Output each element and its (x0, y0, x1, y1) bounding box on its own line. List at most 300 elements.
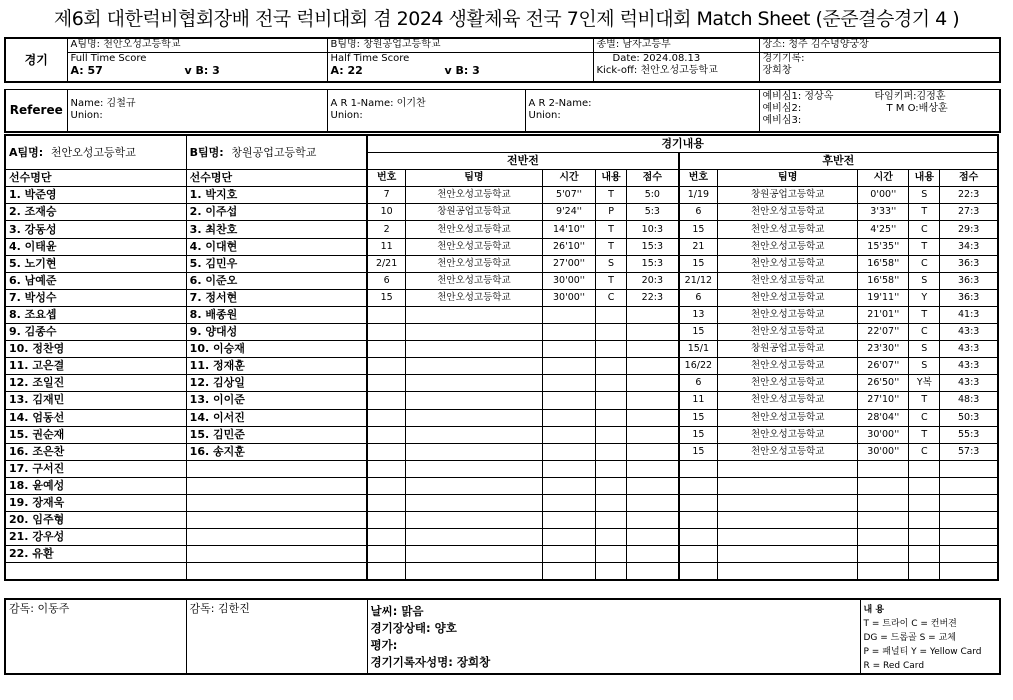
empty-cell (367, 494, 405, 511)
team-b-player: 4. 이대현 (186, 238, 367, 255)
empty-cell (940, 477, 998, 494)
event-time: 30'00'' (858, 426, 909, 443)
team-b-player: 7. 정서현 (186, 289, 367, 306)
recorder-name: 장희창 (762, 64, 792, 76)
event-time: 16'58'' (858, 255, 909, 272)
event-type: T (909, 392, 940, 409)
team-b-player: 13. 이이준 (186, 392, 367, 409)
referee-label: Referee (5, 90, 67, 132)
ar2-name: A R 2-Name: (528, 98, 592, 110)
table-row (5, 204, 998, 221)
event-number: 15 (679, 255, 718, 272)
team-b-player: 15. 김민준 (186, 426, 367, 443)
referee-table (4, 89, 1001, 133)
event-team: 창원공업고등학교 (718, 187, 858, 204)
empty-cell (858, 460, 909, 477)
empty-cell (858, 529, 909, 546)
empty-cell (405, 512, 542, 529)
reserve-official-2: 예비심2: (762, 103, 802, 114)
team-a-player: 19. 장재욱 (5, 494, 186, 511)
col-score: 점수 (940, 170, 998, 187)
team-a-player: 14. 엄동선 (5, 409, 186, 426)
table-row (5, 324, 998, 341)
team-a-player: 6. 남예준 (5, 272, 186, 289)
empty-cell (405, 358, 542, 375)
team-a-roster-heading (5, 135, 186, 170)
event-time: 15'35'' (858, 238, 909, 255)
empty-cell (718, 546, 858, 563)
empty-cell (718, 529, 858, 546)
event-number: 1/19 (679, 187, 718, 204)
empty-cell (679, 460, 718, 477)
empty-cell (367, 358, 405, 375)
table-row (5, 494, 998, 511)
empty-cell (405, 494, 542, 511)
table-row (5, 238, 998, 255)
team-b-player: 8. 배종원 (186, 306, 367, 323)
empty-cell (367, 409, 405, 426)
event-time: 14'10'' (543, 221, 596, 238)
empty-cell (543, 546, 596, 563)
referee-cell (67, 90, 327, 132)
empty-cell (543, 563, 596, 581)
event-team: 천안오성고등학교 (718, 306, 858, 323)
first-half-label: 전반전 (367, 153, 678, 170)
event-type: Y복 (909, 375, 940, 392)
team-a-player: 1. 박준영 (5, 187, 186, 204)
table-row (5, 512, 998, 529)
event-team: 천안오성고등학교 (405, 272, 542, 289)
full-time-score (67, 52, 327, 82)
team-b-player: 12. 김상일 (186, 375, 367, 392)
empty-cell (596, 563, 627, 581)
empty-cell (596, 529, 627, 546)
event-number: 15 (679, 426, 718, 443)
event-team: 천안오성고등학교 (718, 324, 858, 341)
empty-cell (679, 529, 718, 546)
event-score: 57:3 (940, 443, 998, 460)
team-b-player: 16. 송지훈 (186, 443, 367, 460)
team-a-label: A팀명: (9, 145, 44, 159)
empty-cell (405, 546, 542, 563)
empty-cell (858, 512, 909, 529)
empty-cell (679, 477, 718, 494)
legend-line: R = Red Card (863, 661, 925, 671)
event-type: S (596, 255, 627, 272)
event-score: 22:3 (627, 289, 679, 306)
event-number: 2/21 (367, 255, 405, 272)
event-time: 23'30'' (858, 341, 909, 358)
ar1-name: A R 1-Name: 이기찬 (330, 98, 426, 110)
event-number: 15/1 (679, 341, 718, 358)
empty-cell (367, 546, 405, 563)
empty-cell (596, 494, 627, 511)
empty-cell (367, 375, 405, 392)
team-b-player: 5. 김민우 (186, 255, 367, 272)
table-row (5, 255, 998, 272)
empty-cell (627, 546, 679, 563)
ar1-cell (327, 90, 525, 132)
event-time: 5'07'' (543, 187, 596, 204)
event-type: T (909, 306, 940, 323)
team-b-player: 9. 양대성 (186, 324, 367, 341)
empty-cell (627, 306, 679, 323)
game-label: 경기 (5, 38, 67, 82)
table-row (5, 563, 998, 581)
event-team: 천안오성고등학교 (718, 443, 858, 460)
event-score: 55:3 (940, 426, 998, 443)
team-b-player (186, 460, 367, 477)
event-type: Y (909, 289, 940, 306)
legend-title: 내 용 (863, 605, 885, 615)
half-time-score-b: v B: 3 (444, 63, 480, 77)
empty-cell (596, 477, 627, 494)
event-type: C (909, 324, 940, 341)
table-row (5, 460, 998, 477)
timekeeper: 타임키퍼:김정훈 (874, 91, 946, 102)
event-type: T (909, 238, 940, 255)
empty-cell (543, 306, 596, 323)
empty-cell (367, 460, 405, 477)
team-b-player: 14. 이서진 (186, 409, 367, 426)
event-score: 48:3 (940, 392, 998, 409)
event-time: 26'50'' (858, 375, 909, 392)
ar2-cell (525, 90, 759, 132)
event-number: 15 (679, 409, 718, 426)
event-number: 11 (679, 392, 718, 409)
empty-cell (940, 529, 998, 546)
empty-cell (596, 392, 627, 409)
full-time-score-b: v B: 3 (184, 63, 220, 77)
event-score: 43:3 (940, 324, 998, 341)
empty-cell (718, 512, 858, 529)
event-type: C (909, 443, 940, 460)
event-number: 6 (367, 272, 405, 289)
empty-cell (596, 341, 627, 358)
team-a-player: 17. 구서진 (5, 460, 186, 477)
team-b-player: 1. 박지호 (186, 187, 367, 204)
event-number: 10 (367, 204, 405, 221)
col-event: 내용 (909, 170, 940, 187)
empty-cell (596, 306, 627, 323)
event-number: 7 (367, 187, 405, 204)
event-team: 천안오성고등학교 (405, 238, 542, 255)
event-time: 30'00'' (858, 443, 909, 460)
col-team: 팀명 (718, 170, 858, 187)
empty-cell (543, 477, 596, 494)
event-type: T (909, 426, 940, 443)
event-score: 41:3 (940, 306, 998, 323)
empty-cell (909, 529, 940, 546)
event-number: 6 (679, 204, 718, 221)
event-score: 43:3 (940, 358, 998, 375)
event-team: 천안오성고등학교 (718, 392, 858, 409)
match-date: Date: 2024.08.13 (612, 52, 701, 64)
event-team: 천안오성고등학교 (718, 358, 858, 375)
reserve-official-1: 예비심1: 정상옥 (762, 91, 834, 102)
empty-cell (543, 512, 596, 529)
second-half-label: 후반전 (679, 153, 998, 170)
coach-b: 감독: 김한진 (186, 599, 367, 674)
reserve-official-3: 예비심3: (762, 115, 802, 126)
empty-cell (909, 512, 940, 529)
event-time: 27'10'' (858, 392, 909, 409)
event-team: 천안오성고등학교 (718, 375, 858, 392)
event-team: 천안오성고등학교 (718, 221, 858, 238)
event-type: C (596, 289, 627, 306)
empty-cell (627, 477, 679, 494)
coach-a: 감독: 이동주 (5, 599, 186, 674)
empty-cell (679, 512, 718, 529)
empty-cell (543, 494, 596, 511)
event-number: 21/12 (679, 272, 718, 289)
date-kickoff (593, 52, 759, 82)
empty-cell (405, 563, 542, 581)
team-b-player: 2. 이주섭 (186, 204, 367, 221)
empty-cell (679, 563, 718, 581)
event-time: 0'00'' (858, 187, 909, 204)
team-b-player: 11. 정재훈 (186, 358, 367, 375)
event-team: 천안오성고등학교 (718, 289, 858, 306)
empty-cell (596, 375, 627, 392)
event-time: 27'00'' (543, 255, 596, 272)
team-b-label: B팀명: (189, 145, 224, 159)
table-row (5, 392, 998, 409)
recorder-signature: 경기기록자성명: 장희창 (370, 655, 491, 669)
half-time-score-a: A: 22 (330, 63, 363, 77)
event-time: 26'10'' (543, 238, 596, 255)
team-a-player: 5. 노기현 (5, 255, 186, 272)
team-a-player: 7. 박성수 (5, 289, 186, 306)
event-team: 창원공업고등학교 (405, 204, 542, 221)
team-a-player: 9. 김종수 (5, 324, 186, 341)
team-a-player: 21. 강우성 (5, 529, 186, 546)
event-score: 10:3 (627, 221, 679, 238)
recorder-label: 경기기록: (762, 52, 805, 64)
event-number: 2 (367, 221, 405, 238)
event-score: 27:3 (940, 204, 998, 221)
col-time: 시간 (543, 170, 596, 187)
legend-cell (860, 599, 1000, 674)
event-type: T (596, 238, 627, 255)
event-score: 29:3 (940, 221, 998, 238)
event-time: 16'58'' (858, 272, 909, 289)
col-time: 시간 (858, 170, 909, 187)
event-type: C (909, 409, 940, 426)
event-time: 26'07'' (858, 358, 909, 375)
empty-cell (909, 494, 940, 511)
empty-cell (596, 546, 627, 563)
empty-cell (405, 460, 542, 477)
empty-cell (627, 529, 679, 546)
table-row (5, 443, 998, 460)
team-b-roster-name: 창원공업고등학교 (231, 145, 317, 159)
empty-cell (543, 529, 596, 546)
team-a-player: 15. 권순재 (5, 426, 186, 443)
empty-cell (186, 563, 367, 581)
event-score: 15:3 (627, 255, 679, 272)
officials-cell (759, 90, 1000, 132)
empty-cell (367, 426, 405, 443)
event-time: 9'24'' (543, 204, 596, 221)
event-team: 천안오성고등학교 (718, 204, 858, 221)
event-number: 15 (679, 324, 718, 341)
event-type: T (596, 221, 627, 238)
event-time: 19'11'' (858, 289, 909, 306)
event-team: 천안오성고등학교 (718, 426, 858, 443)
half-time-score (327, 52, 593, 82)
empty-cell (543, 341, 596, 358)
event-score: 15:3 (627, 238, 679, 255)
empty-cell (627, 409, 679, 426)
team-b-player (186, 477, 367, 494)
empty-cell (405, 409, 542, 426)
empty-cell (940, 546, 998, 563)
empty-cell (367, 324, 405, 341)
match-detail-table (4, 134, 999, 581)
event-score: 36:3 (940, 289, 998, 306)
event-number: 11 (367, 238, 405, 255)
table-row (5, 272, 998, 289)
empty-cell (627, 443, 679, 460)
empty-cell (940, 460, 998, 477)
team-a-player: 13. 김재민 (5, 392, 186, 409)
event-team: 천안오성고등학교 (405, 255, 542, 272)
empty-cell (367, 392, 405, 409)
event-score: 43:3 (940, 341, 998, 358)
empty-cell (405, 477, 542, 494)
empty-cell (858, 546, 909, 563)
table-row (5, 426, 998, 443)
team-b-player: 10. 이승재 (186, 341, 367, 358)
kickoff-team: Kick-off: 천안오성고등학교 (596, 64, 718, 76)
col-team: 팀명 (405, 170, 542, 187)
event-number: 15 (367, 289, 405, 306)
team-a-player: 18. 윤예성 (5, 477, 186, 494)
empty-cell (405, 306, 542, 323)
conditions-cell (367, 599, 860, 674)
event-number: 16/22 (679, 358, 718, 375)
ar1-union: Union: (330, 110, 363, 122)
col-number: 번호 (367, 170, 405, 187)
empty-cell (405, 529, 542, 546)
empty-cell (405, 375, 542, 392)
event-score: 34:3 (940, 238, 998, 255)
empty-cell (543, 409, 596, 426)
empty-cell (367, 563, 405, 581)
event-number: 6 (679, 375, 718, 392)
event-time: 4'25'' (858, 221, 909, 238)
empty-cell (718, 460, 858, 477)
event-time: 21'01'' (858, 306, 909, 323)
team-a-player: 4. 이태윤 (5, 238, 186, 255)
team-b-roster-col: 선수명단 (186, 170, 367, 187)
empty-cell (405, 426, 542, 443)
empty-cell (367, 341, 405, 358)
event-team: 천안오성고등학교 (405, 187, 542, 204)
table-row (5, 529, 998, 546)
empty-cell (627, 512, 679, 529)
empty-cell (543, 443, 596, 460)
empty-cell (909, 477, 940, 494)
col-number: 번호 (679, 170, 718, 187)
team-a-player: 3. 강동성 (5, 221, 186, 238)
event-type: P (596, 204, 627, 221)
team-b-player: 6. 이준오 (186, 272, 367, 289)
empty-cell (627, 426, 679, 443)
empty-cell (718, 563, 858, 581)
empty-cell (858, 477, 909, 494)
team-a-name: A팀명: 천안오성고등학교 (67, 38, 327, 52)
event-type: S (909, 358, 940, 375)
team-a-player: 10. 정찬영 (5, 341, 186, 358)
ar2-union: Union: (528, 110, 561, 122)
table-row (5, 477, 998, 494)
table-row (5, 341, 998, 358)
team-a-player: 8. 조요셉 (5, 306, 186, 323)
empty-cell (909, 563, 940, 581)
legend-line: T = 트라이 C = 컨버젼 (863, 619, 957, 629)
empty-cell (909, 460, 940, 477)
referee-union: Union: (70, 110, 103, 122)
empty-cell (367, 529, 405, 546)
empty-cell (596, 426, 627, 443)
event-team: 천안오성고등학교 (718, 238, 858, 255)
empty-cell (596, 358, 627, 375)
empty-cell (627, 460, 679, 477)
col-event: 내용 (596, 170, 627, 187)
empty-cell (940, 563, 998, 581)
team-a-player: 20. 임주형 (5, 512, 186, 529)
recorder-cell (759, 52, 1000, 82)
table-row (5, 546, 998, 563)
empty-cell (405, 324, 542, 341)
event-team: 천안오성고등학교 (718, 255, 858, 272)
empty-cell (627, 375, 679, 392)
empty-cell (940, 494, 998, 511)
empty-cell (596, 460, 627, 477)
empty-cell (858, 563, 909, 581)
empty-cell (596, 324, 627, 341)
event-number: 15 (679, 221, 718, 238)
team-a-player: 12. 조일진 (5, 375, 186, 392)
field-condition: 경기장상태: 양호 (370, 621, 457, 635)
empty-cell (543, 460, 596, 477)
empty-cell (858, 494, 909, 511)
empty-cell (367, 306, 405, 323)
event-time: 22'07'' (858, 324, 909, 341)
empty-cell (543, 324, 596, 341)
event-team: 천안오성고등학교 (405, 221, 542, 238)
empty-cell (367, 443, 405, 460)
team-a-player: 22. 유환 (5, 546, 186, 563)
team-b-name: B팀명: 창원공업고등학교 (327, 38, 593, 52)
match-info-table (4, 37, 1001, 83)
empty-cell (940, 512, 998, 529)
legend-line: P = 패널티 Y = Yellow Card (863, 647, 982, 657)
event-type: C (909, 255, 940, 272)
event-score: 22:3 (940, 187, 998, 204)
venue: 장소: 청주 김수녕양궁장 (759, 38, 1000, 52)
full-time-score-a: A: 57 (70, 63, 103, 77)
event-team: 천안오성고등학교 (718, 409, 858, 426)
event-score: 36:3 (940, 255, 998, 272)
division: 종별: 남자고등부 (593, 38, 759, 52)
empty-cell (627, 392, 679, 409)
event-time: 28'04'' (858, 409, 909, 426)
legend-line: DG = 드롭골 S = 교체 (863, 633, 956, 643)
weather: 날씨: 맑음 (370, 604, 424, 618)
